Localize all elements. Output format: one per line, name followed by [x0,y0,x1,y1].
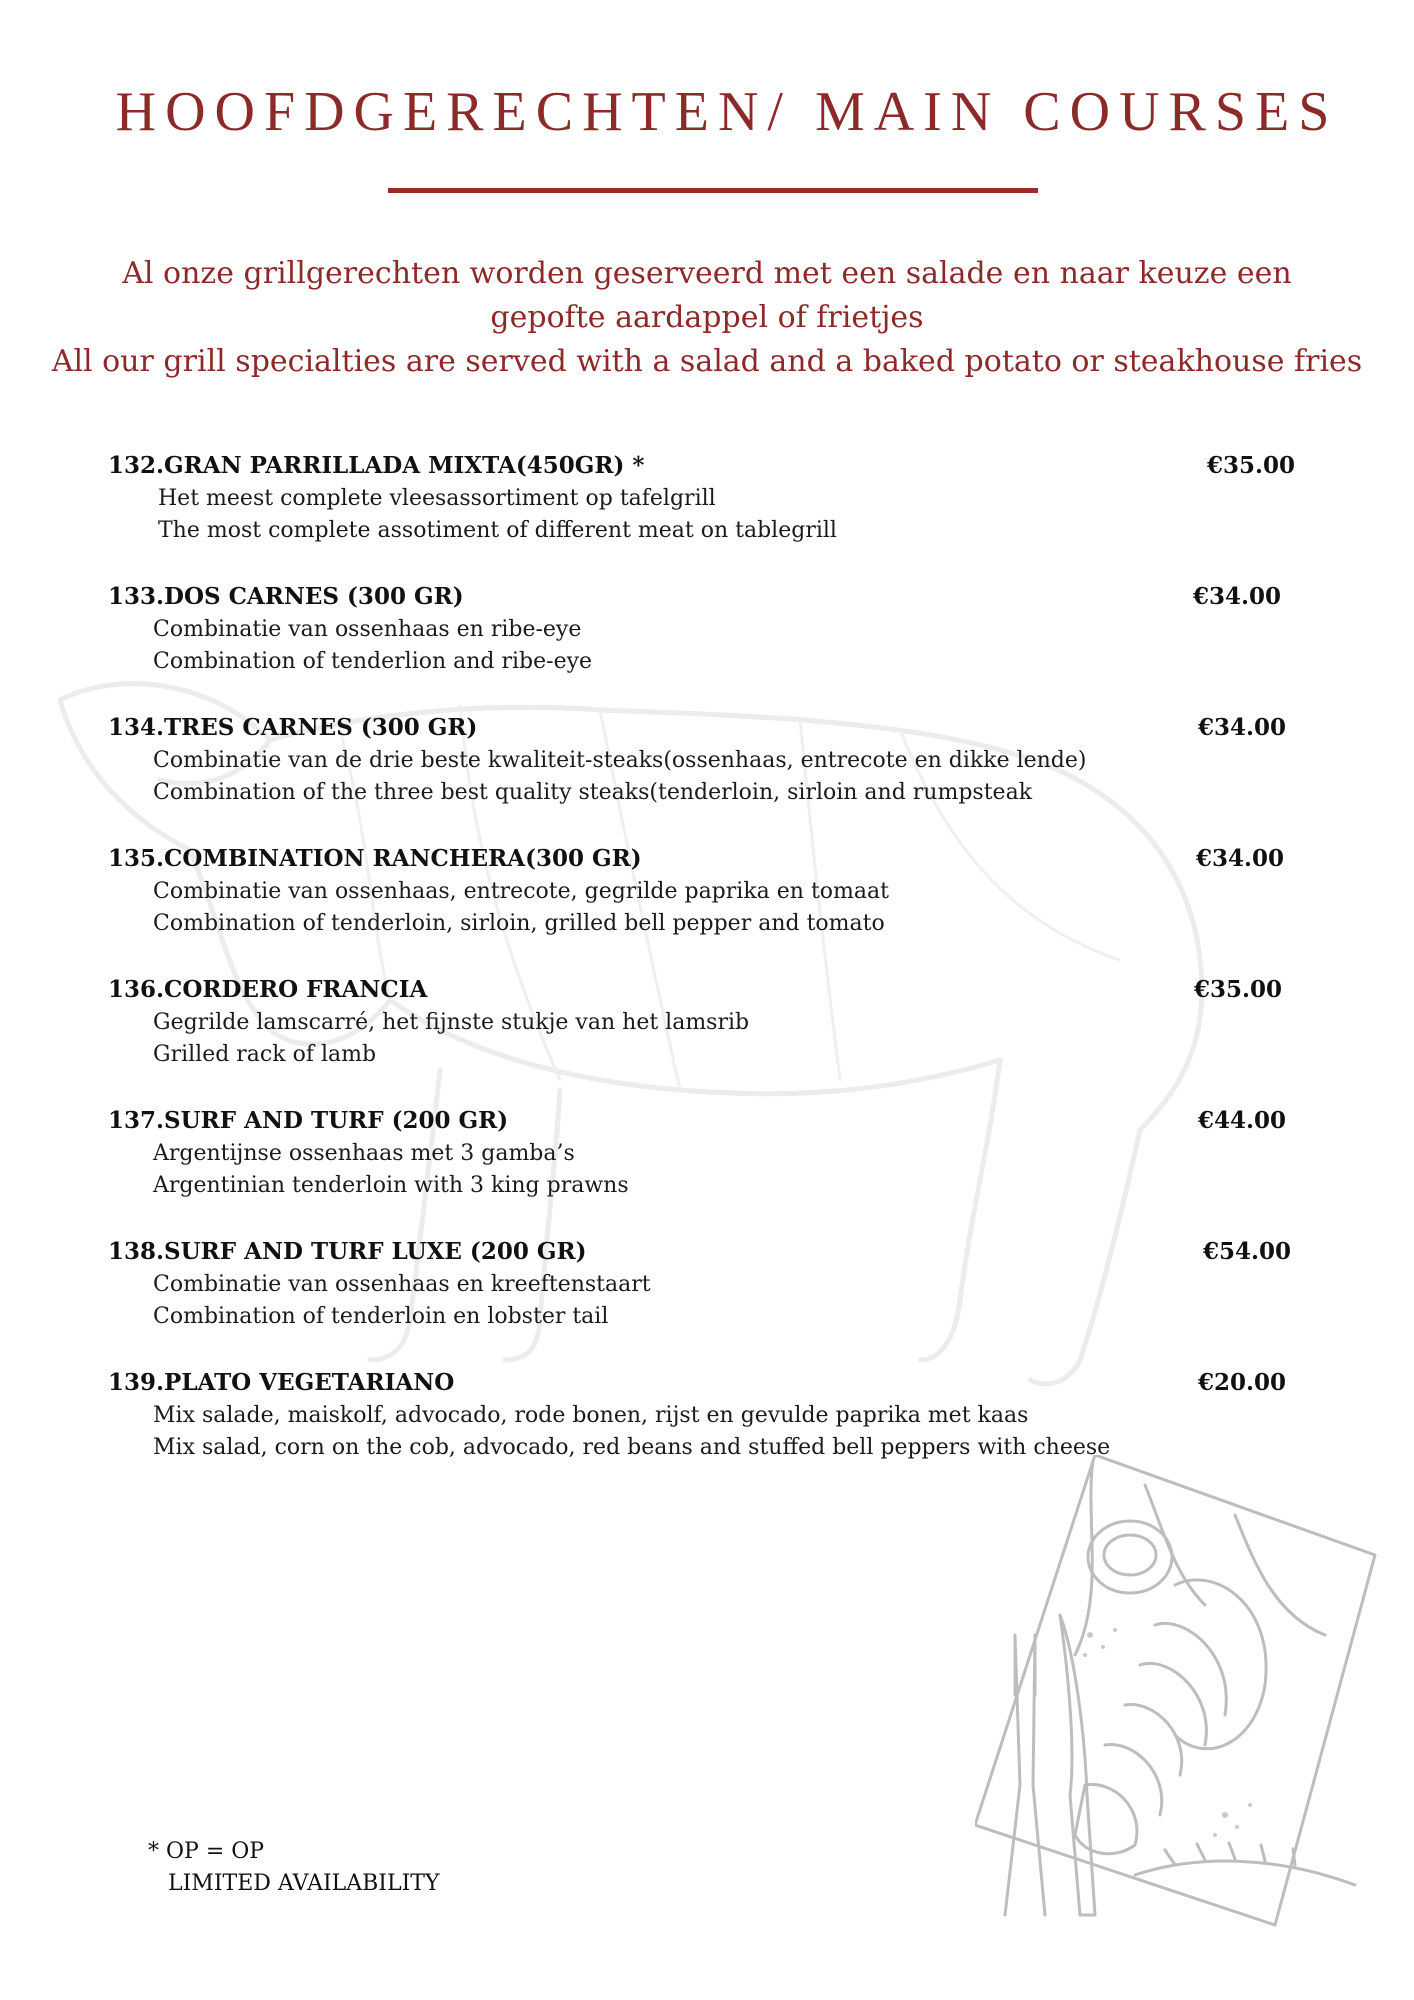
item-desc-nl: Gegrilde lamscarré, het fijnste stukje van het lamsrib [153,1010,750,1035]
cutting-board-steak-illustration-icon [975,1455,1395,1935]
item-price: €54.00 [1203,1238,1292,1265]
item-price: €35.00 [1194,976,1283,1003]
menu-item [0,976,1414,1096]
item-desc-en: Combination of tenderlion and ribe-eye [153,649,593,674]
item-desc-nl: Combinatie van ossenhaas, entrecote, gegrilde paprika en tomaat [153,879,889,904]
title-divider [388,188,1038,193]
intro-line-nl-1: Al onze grillgerechten worden geserveerd met een salade en naar keuze een [122,256,1292,291]
item-desc-en: Argentinian tenderloin with 3 king prawns [153,1173,629,1198]
item-price: €20.00 [1198,1369,1287,1396]
footnote-line-2: LIMITED AVAILABILITY [168,1871,440,1896]
item-price: €34.00 [1193,583,1282,610]
menu-item [0,714,1414,834]
item-name: 138.SURF AND TURF LUXE (200 GR) [108,1238,587,1265]
item-desc-en: Combination of tenderloin, sirloin, grilled bell pepper and tomato [153,911,885,936]
item-name: 134.TRES CARNES (300 GR) [108,714,478,741]
menu-item [0,1107,1414,1227]
item-price: €34.00 [1198,714,1287,741]
intro-text [0,252,1414,384]
item-desc-nl: Argentijnse ossenhaas met 3 gamba’s [153,1141,575,1166]
item-desc-en: Combination of the three best quality steaks(tenderloin, sirloin and rumpsteak [153,780,1033,805]
item-desc-en: The most complete assotiment of different meat on tablegrill [158,518,837,543]
footnote-line-1: * OP = OP [148,1839,265,1864]
page-title: HOOFDGERECHTEN/ MAIN COURSES [115,81,1339,143]
item-price: €35.00 [1207,452,1296,479]
item-desc-nl: Mix salade, maiskolf, advocado, rode bonen, rijst en gevulde paprika met kaas [153,1403,1029,1428]
item-name: 135.COMBINATION RANCHERA(300 GR) [108,845,642,872]
item-desc-en: Mix salad, corn on the cob, advocado, red beans and stuffed bell peppers with cheese [153,1435,1111,1460]
menu-item [0,452,1414,572]
menu-item [0,1238,1414,1358]
intro-line-en: All our grill specialties are served with a salad and a baked potato or steakhouse fries [51,344,1363,379]
menu-item [0,583,1414,703]
item-desc-en: Grilled rack of lamb [153,1042,377,1067]
item-desc-nl: Combinatie van ossenhaas en kreeftenstaart [153,1272,651,1297]
item-price: €44.00 [1198,1107,1287,1134]
item-price: €34.00 [1196,845,1285,872]
item-desc-nl: Combinatie van ossenhaas en ribe-eye [153,617,582,642]
intro-line-nl-2: gepofte aardappel of frietjes [490,300,924,335]
footnote [148,1836,440,1900]
item-name: 139.PLATO VEGETARIANO [108,1369,455,1396]
item-name: 132.GRAN PARRILLADA MIXTA(450GR) * [108,452,645,479]
menu-item [0,845,1414,965]
item-name: 133.DOS CARNES (300 GR) [108,583,464,610]
item-name: 136.CORDERO FRANCIA [108,976,428,1003]
item-desc-nl: Het meest complete vleesassortiment op tafelgrill [158,486,716,511]
item-desc-en: Combination of tenderloin en lobster tail [153,1304,609,1329]
item-desc-nl: Combinatie van de drie beste kwaliteit-steaks(ossenhaas, entrecote en dikke lende) [153,748,1087,773]
item-name: 137.SURF AND TURF (200 GR) [108,1107,509,1134]
